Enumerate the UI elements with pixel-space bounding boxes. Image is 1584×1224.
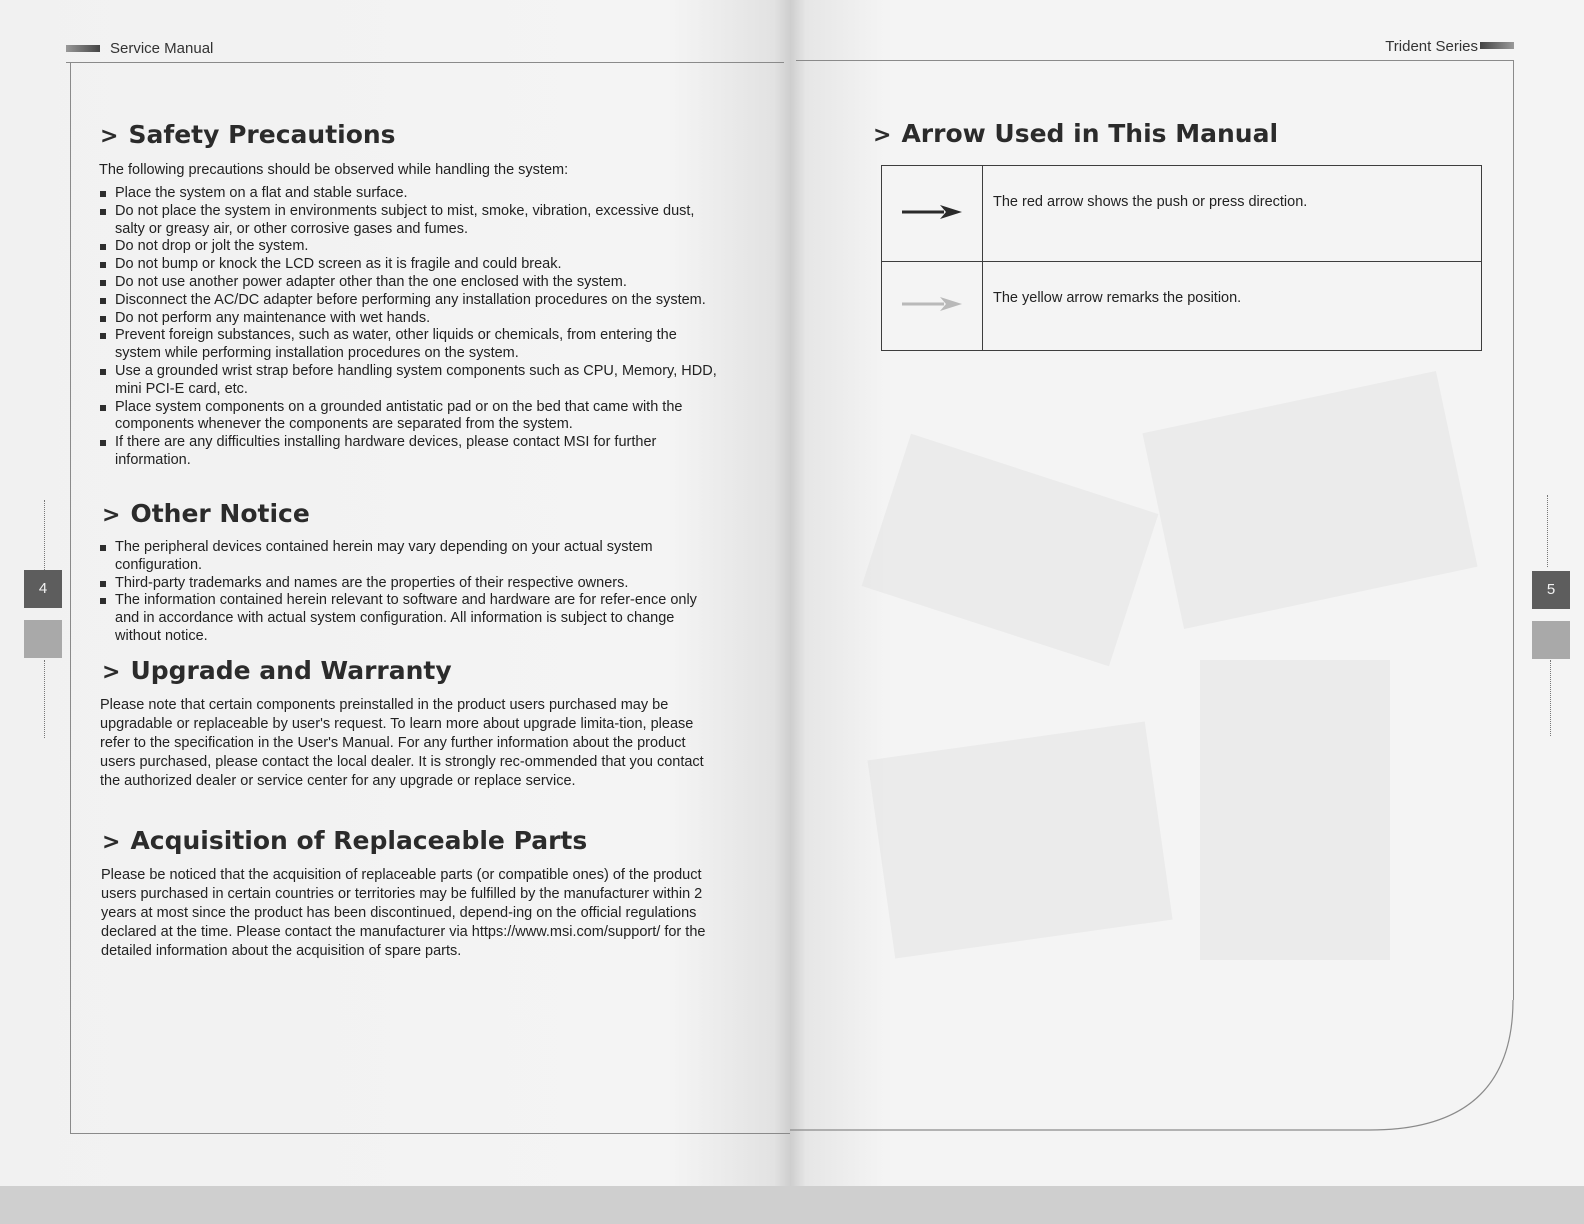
list-item: Disconnect the AC/DC adapter before performing any installation procedures on the system. xyxy=(99,292,717,310)
list-item: Place system components on a grounded antistatic pad or on the bed that came with the components whenever the components are separated from the system. xyxy=(99,399,717,435)
arrow-section-heading: > Arrow Used in This Manual xyxy=(873,119,1279,148)
header-right-title: Trident Series xyxy=(1385,38,1478,55)
arrow-description: The yellow arrow remarks the position. xyxy=(983,262,1482,351)
list-item: The information contained herein relevant to software and hardware are for refer-ence only and in accordance with actual system configuration. All information is subject to change without notice. xyxy=(99,592,717,645)
other-notice-heading: > Other Notice xyxy=(102,499,310,528)
side-dotted-line xyxy=(1547,495,1548,567)
page-number-left: 4 xyxy=(24,570,62,608)
arrow-legend-table xyxy=(881,165,1482,351)
table-row xyxy=(882,262,1482,351)
frame-left-side xyxy=(70,62,71,1134)
header-left-title: Service Manual xyxy=(110,40,214,57)
upgrade-heading: > Upgrade and Warranty xyxy=(102,656,452,685)
list-item: Do not drop or jolt the system. xyxy=(99,238,717,256)
arrow-icon-cell xyxy=(882,166,983,262)
acquisition-body: Please be noticed that the acquisition of replaceable parts (or compatible ones) of the product users purchased in certain countries or territories may be fulfilled by the manufacturer within 2 years at most since the product has been discontinued, depend-ing on the official regulations declared at the time. Please contact the manufacturer via https://www.msi.com/support/ for the detailed information about the acquisition of spare parts. xyxy=(101,867,706,959)
scan-bottom-edge xyxy=(0,1186,1584,1224)
header-mark xyxy=(1480,42,1514,49)
list-item: The peripheral devices contained herein may vary depending on your actual system configuration. xyxy=(99,539,717,575)
side-dotted-line xyxy=(44,660,45,738)
other-notice-list xyxy=(99,539,717,646)
safety-intro: The following precautions should be observed while handling the system: xyxy=(99,162,569,178)
safety-list xyxy=(99,185,717,470)
side-tab-marker xyxy=(24,620,62,658)
frame-curve-right xyxy=(790,990,1520,1140)
side-dotted-line xyxy=(44,500,45,570)
frame-bottom-left xyxy=(70,1133,790,1134)
frame-top-left xyxy=(66,62,784,63)
yellow-arrow-icon xyxy=(900,294,964,314)
table-row xyxy=(882,166,1482,262)
bleed-through-image xyxy=(867,721,1172,958)
list-item: Prevent foreign substances, such as water, other liquids or chemicals, from entering the system while performing installation procedures on the system. xyxy=(99,327,717,363)
frame-right-side xyxy=(1513,60,1514,1000)
list-item: Do not use another power adapter other than the one enclosed with the system. xyxy=(99,274,717,292)
side-tab-marker xyxy=(1532,621,1570,659)
bleed-through-image xyxy=(1200,660,1390,960)
list-item: Third-party trademarks and names are the properties of their respective owners. xyxy=(99,575,717,593)
side-dotted-line xyxy=(1550,660,1551,736)
page-number-right: 5 xyxy=(1532,571,1570,609)
red-arrow-icon xyxy=(900,202,964,222)
frame-top-right xyxy=(796,60,1514,61)
arrow-icon-cell xyxy=(882,262,983,351)
list-item: Do not place the system in environments subject to mist, smoke, vibration, excessive dust, salty or greasy air, or other corrosive gases and fumes. xyxy=(99,203,717,239)
list-item: Do not perform any maintenance with wet hands. xyxy=(99,310,717,328)
list-item: Place the system on a flat and stable surface. xyxy=(99,185,717,203)
upgrade-body: Please note that certain components preinstalled in the product users purchased may be upgradable or replaceable by user's request. To learn more about upgrade limita-tion, please refer to the specification in the User's Manual. For any further information about the product users purchased, please contact the local dealer. It is strongly rec-ommended that you contact the authorized dealer or service center for any upgrade or replace service. xyxy=(100,697,704,789)
header-mark xyxy=(66,45,100,52)
list-item: Do not bump or knock the LCD screen as it is fragile and could break. xyxy=(99,256,717,274)
list-item: Use a grounded wrist strap before handling system components such as CPU, Memory, HDD, mini PCI-E card, etc. xyxy=(99,363,717,399)
arrow-description: The red arrow shows the push or press direction. xyxy=(983,166,1482,262)
acquisition-heading: > Acquisition of Replaceable Parts xyxy=(102,826,588,855)
safety-heading: > Safety Precautions xyxy=(100,120,396,149)
list-item: If there are any difficulties installing hardware devices, please contact MSI for further information. xyxy=(99,434,717,470)
